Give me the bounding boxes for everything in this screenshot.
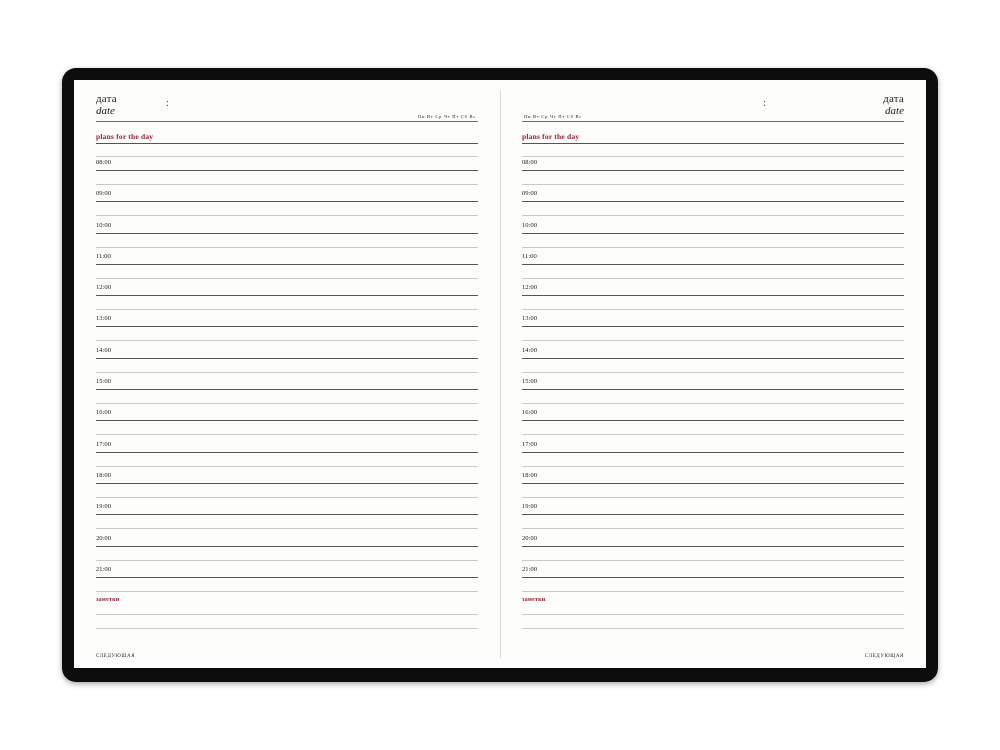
hour-line-main [96,483,478,484]
hour-row[interactable] [96,157,478,188]
hour-line-sub [96,215,478,216]
left-page [74,80,500,668]
hour-line-sub [522,372,904,373]
right-date-write-line[interactable] [522,121,904,122]
hour-line-sub [522,591,904,592]
left-date-label-ru: дата [96,93,117,105]
hour-label: 18:00 [522,471,538,479]
hour-line-main [96,358,478,359]
hour-line-sub [96,528,478,529]
hour-line-main [522,483,904,484]
hour-line-sub [96,278,478,279]
page-spread [74,80,926,668]
hour-label: 20:00 [96,534,112,542]
hour-line-main [96,577,478,578]
hour-row[interactable] [96,501,478,532]
hour-line-sub [522,497,904,498]
right-date-label-ru: дата [883,93,904,105]
hour-label: 19:00 [522,503,538,511]
right-plans-block [522,132,904,157]
notes-write-line[interactable] [96,603,478,615]
hour-label: 19:00 [96,503,112,511]
right-hours-list [522,157,904,595]
hour-label: 21:00 [96,565,112,573]
hour-label: 18:00 [96,471,112,479]
left-date-label-en: date [96,105,115,117]
hour-line-main [522,514,904,515]
hour-row[interactable] [522,251,904,282]
hour-line-sub [96,184,478,185]
hour-line-main [522,389,904,390]
hour-row[interactable] [522,376,904,407]
hour-line-main [522,546,904,547]
hour-row[interactable] [522,313,904,344]
hour-row[interactable] [522,564,904,595]
left-date-colon: : [166,98,169,109]
hour-label: 21:00 [522,565,538,573]
right-plans-label: plans for the day [522,132,580,141]
hour-row[interactable] [96,313,478,344]
hour-line-sub [522,184,904,185]
left-date-write-line[interactable] [96,121,478,122]
hour-line-sub [96,434,478,435]
hour-line-sub [522,434,904,435]
right-weekday-selector[interactable]: Пн Вт Ср Чт Пт Сб Вс [524,114,582,119]
hour-row[interactable] [96,188,478,219]
hour-row[interactable] [96,220,478,251]
hour-line-sub [522,278,904,279]
left-plans-block [96,132,478,157]
hour-line-main [96,326,478,327]
hour-line-sub [522,466,904,467]
hour-label: 10:00 [96,221,112,229]
hour-label: 14:00 [522,346,538,354]
hour-label: 17:00 [96,440,112,448]
hour-label: 08:00 [522,159,538,166]
hour-line-sub [522,247,904,248]
notes-write-line[interactable] [522,615,904,629]
hour-line-sub [96,466,478,467]
hour-line-sub [96,403,478,404]
hour-label: 14:00 [96,346,112,354]
hour-line-main [96,420,478,421]
left-date-label-group [96,94,117,117]
right-footer-label: СЛЕДУЮЩАЯ [864,654,904,659]
hour-row[interactable] [96,282,478,313]
planner-cover [62,68,938,682]
hour-line-main [96,233,478,234]
left-plans-label: plans for the day [96,132,154,141]
hour-row[interactable] [96,439,478,470]
right-date-label-group [883,94,904,117]
hour-line-main [522,170,904,171]
hour-line-sub [96,247,478,248]
hour-label: 13:00 [96,315,112,323]
left-footer-label: СЛЕДУЮЩАЯ [96,654,136,659]
hour-line-main [96,546,478,547]
hour-label: 11:00 [522,252,537,260]
right-notes-label: заметки [522,597,546,604]
hour-label: 08:00 [96,159,112,166]
hour-line-main [96,452,478,453]
hour-line-main [96,514,478,515]
hour-row[interactable] [522,533,904,564]
hour-row[interactable] [522,407,904,438]
hour-line-main [522,264,904,265]
hour-line-sub [522,309,904,310]
hour-line-main [522,295,904,296]
hour-label: 13:00 [522,315,538,323]
right-page-header [522,93,904,130]
hour-line-sub [96,309,478,310]
hour-line-sub [96,560,478,561]
hour-row[interactable] [522,439,904,470]
hour-line-sub [96,591,478,592]
hour-line-main [96,389,478,390]
hour-row[interactable] [522,157,904,188]
hour-line-main [522,577,904,578]
hour-row[interactable] [522,470,904,501]
hour-line-sub [522,403,904,404]
hour-row[interactable] [522,220,904,251]
hour-line-main [96,295,478,296]
hour-label: 09:00 [96,190,112,198]
hour-line-sub [96,497,478,498]
hour-row[interactable] [96,564,478,595]
hour-label: 17:00 [522,440,538,448]
hour-line-main [96,201,478,202]
hour-line-sub [522,340,904,341]
left-weekday-selector[interactable]: Пн Вт Ср Чт Пт Сб Вс [418,114,476,119]
hour-row[interactable] [96,533,478,564]
hour-label: 20:00 [522,534,538,542]
hour-line-main [96,170,478,171]
hour-label: 15:00 [522,378,538,386]
hour-row[interactable] [522,282,904,313]
hour-line-main [522,326,904,327]
hour-row[interactable] [522,345,904,376]
hour-row[interactable] [522,501,904,532]
hour-line-sub [96,340,478,341]
hour-row[interactable] [96,251,478,282]
hour-line-sub [522,215,904,216]
left-notes-label: заметки [96,597,120,604]
hour-label: 10:00 [522,221,538,229]
hour-row[interactable] [96,407,478,438]
hour-label: 09:00 [522,190,538,198]
hour-row[interactable] [96,345,478,376]
hour-label: 15:00 [96,378,112,386]
hour-label: 12:00 [96,284,112,292]
notes-write-line[interactable] [522,603,904,615]
right-notes-block [522,597,904,629]
hour-line-main [96,264,478,265]
hour-row[interactable] [96,470,478,501]
hour-line-main [522,201,904,202]
hour-line-main [522,233,904,234]
right-date-colon: : [763,98,766,109]
left-plans-write-line[interactable] [96,144,478,157]
hour-label: 12:00 [522,284,538,292]
left-notes-block [96,597,478,629]
right-page [500,80,926,668]
hour-line-main [522,452,904,453]
hour-label: 11:00 [96,252,111,260]
hour-label: 16:00 [522,409,538,417]
notes-write-line[interactable] [96,615,478,629]
hour-line-main [522,420,904,421]
right-plans-write-line[interactable] [522,144,904,157]
left-hours-list [96,157,478,595]
hour-line-sub [96,372,478,373]
right-date-label-en: date [885,105,904,117]
hour-row[interactable] [96,376,478,407]
hour-line-sub [522,528,904,529]
hour-label: 16:00 [96,409,112,417]
hour-row[interactable] [522,188,904,219]
hour-line-sub [522,560,904,561]
hour-line-main [522,358,904,359]
left-page-header [96,93,478,130]
